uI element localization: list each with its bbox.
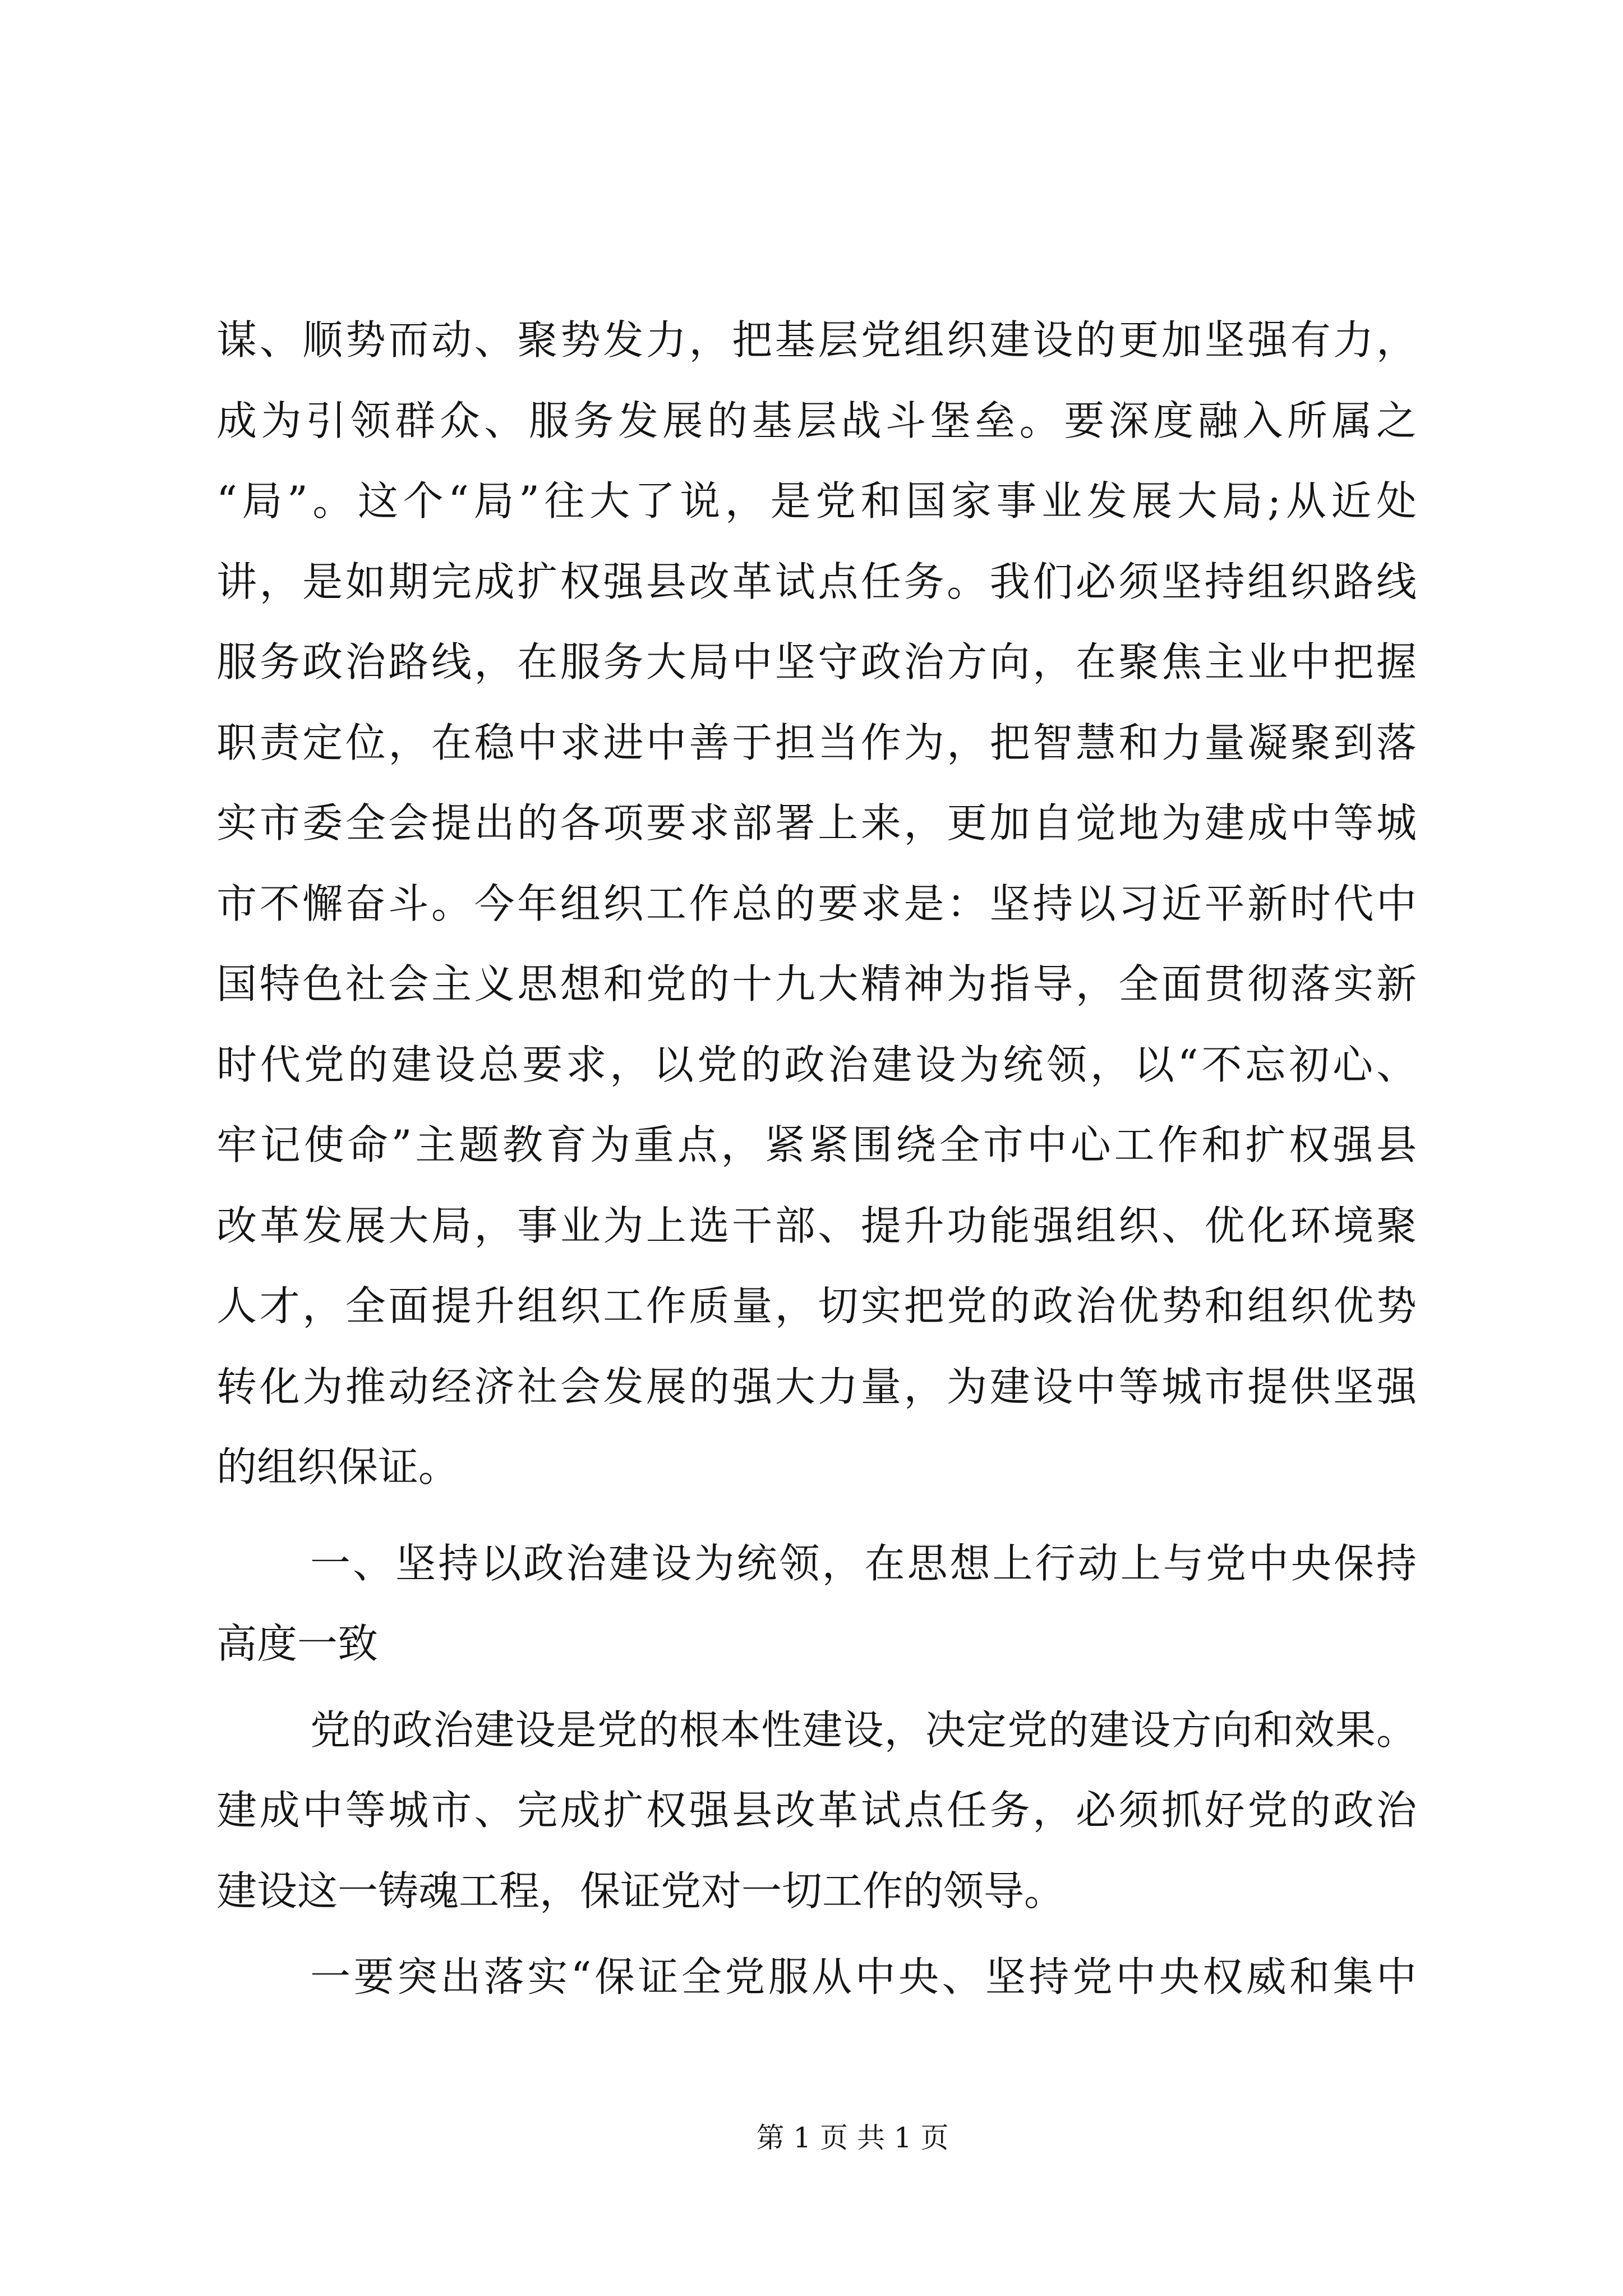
text-line: 改革发展大局，事业为上选干部、提升功能强组织、优化环境聚 — [216, 1202, 1417, 1249]
text-line: 谋、顺势而动、聚势发力，把基层党组织建设的更加坚强有力， — [216, 316, 1417, 364]
text-line: 实市委全会提出的各项要求部署上来，更加自觉地为建成中等城 — [216, 799, 1417, 846]
text-line: 转化为推动经济社会发展的强大力量，为建设中等城市提供坚强 — [216, 1363, 1417, 1410]
text-line: 讲，是如期完成扩权强县改革试点任务。我们必须坚持组织路线 — [216, 558, 1417, 605]
text-line: 的组织保证。 — [216, 1443, 459, 1490]
document-body — [216, 300, 1417, 2018]
section-heading — [216, 1524, 1417, 1685]
text-line: 人才，全面提升组织工作质量，切实把党的政治优势和组织优势 — [216, 1282, 1417, 1329]
paragraph — [216, 300, 1417, 1508]
text-line: 一要突出落实“保证全党服从中央、坚持党中央权威和集中 — [310, 1953, 1417, 2000]
heading-line: 高度一致 — [216, 1620, 379, 1667]
text-line: “局”。这个“局”往大了说，是党和国家事业发展大局;从近处 — [216, 477, 1417, 524]
text-line: 时代党的建设总要求，以党的政治建设为统领，以“不忘初心、 — [216, 1041, 1417, 1088]
heading-line: 一、坚持以政治建设为统领，在思想上行动上与党中央保持 — [310, 1539, 1417, 1587]
paragraph — [216, 1690, 1417, 1932]
text-line: 国特色社会主义思想和党的十九大精神为指导，全面贯彻落实新 — [216, 960, 1417, 1007]
text-line: 市不懈奋斗。今年组织工作总的要求是：坚持以习近平新时代中 — [216, 880, 1417, 927]
text-line: 建成中等城市、完成扩权强县改革试点任务，必须抓好党的政治 — [216, 1787, 1417, 1834]
text-line: 服务政治路线，在服务大局中坚守政治方向，在聚焦主业中把握 — [216, 638, 1417, 685]
text-line: 建设这一铸魂工程，保证党对一切工作的领导。 — [216, 1867, 1065, 1915]
text-line: 牢记使命”主题教育为重点，紧紧围绕全市中心工作和扩权强县 — [216, 1121, 1417, 1168]
text-line: 党的政治建设是党的根本性建设，决定党的建设方向和效果。 — [310, 1706, 1417, 1754]
page-footer: 第 1 页 共 1 页 — [756, 2122, 949, 2154]
text-line: 职责定位，在稳中求进中善于担当作为，把智慧和力量凝聚到落 — [216, 719, 1417, 766]
paragraph — [216, 1937, 1417, 2018]
text-line: 成为引领群众、服务发展的基层战斗堡垒。要深度融入所属之 — [216, 397, 1417, 444]
